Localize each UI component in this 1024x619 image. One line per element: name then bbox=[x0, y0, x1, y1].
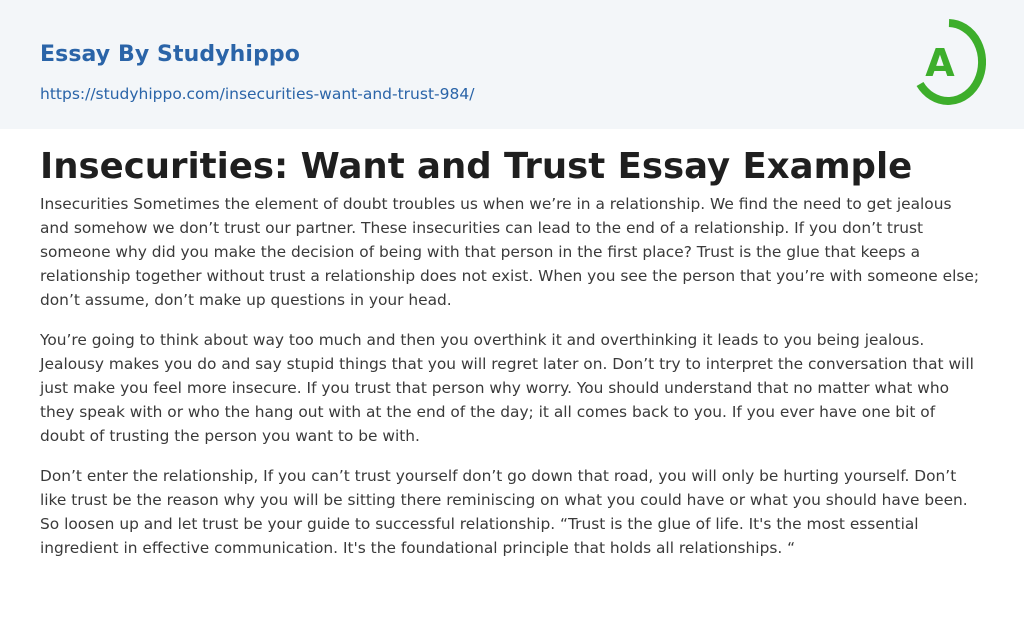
logo-letter: A bbox=[925, 41, 955, 85]
essay-paragraph-2: You’re going to think about way too much and then you overthink it and overthinking it leads to you being jealous. Jealousy makes you do and say stupid things that you will regret later on. Don’t try to interpret the conversation that will just make you feel more insecure. If you trust that person why worry. You should understand that no matter what who they speak with or who the hang out with at the end of the day; it all comes back to you. If you ever have one bit of doubt of trusting the person you want to be with. bbox=[40, 331, 974, 445]
article bbox=[0, 129, 1024, 560]
site-brand[interactable]: Essay By Studyhippo bbox=[40, 42, 300, 67]
page-url-link[interactable]: https://studyhippo.com/insecurities-want-and-trust-984/ bbox=[40, 85, 475, 103]
site-header bbox=[0, 0, 1024, 129]
page-title: Insecurities: Want and Trust Essay Example bbox=[40, 146, 913, 187]
logo-a-ring-icon[interactable] bbox=[912, 19, 986, 105]
essay-paragraph-1: Insecurities Sometimes the element of doubt troubles us when we’re in a relationship. We find the need to get jealous and somehow we don’t trust our partner. These insecurities can lead to the end of a relationship. If you don’t trust someone why did you make the decision of being with that person in the first place? Trust is the glue that keeps a relationship together without trust a relationship does not exist. When you see the person that you’re with someone else; don’t assume, don’t make up questions in your head. bbox=[40, 195, 980, 309]
essay-paragraph-3: Don’t enter the relationship, If you can’t trust yourself don’t go down that road, you will only be hurting yourself. Don’t like trust be the reason why you will be sitting there reminiscing on what you could have or what you should have been. So loosen up and let trust be your guide to successful relationship. “Trust is the glue of life. It's the most essential ingredient in effective communication. It's the foundational principle that holds all relationships. “ bbox=[40, 467, 968, 557]
